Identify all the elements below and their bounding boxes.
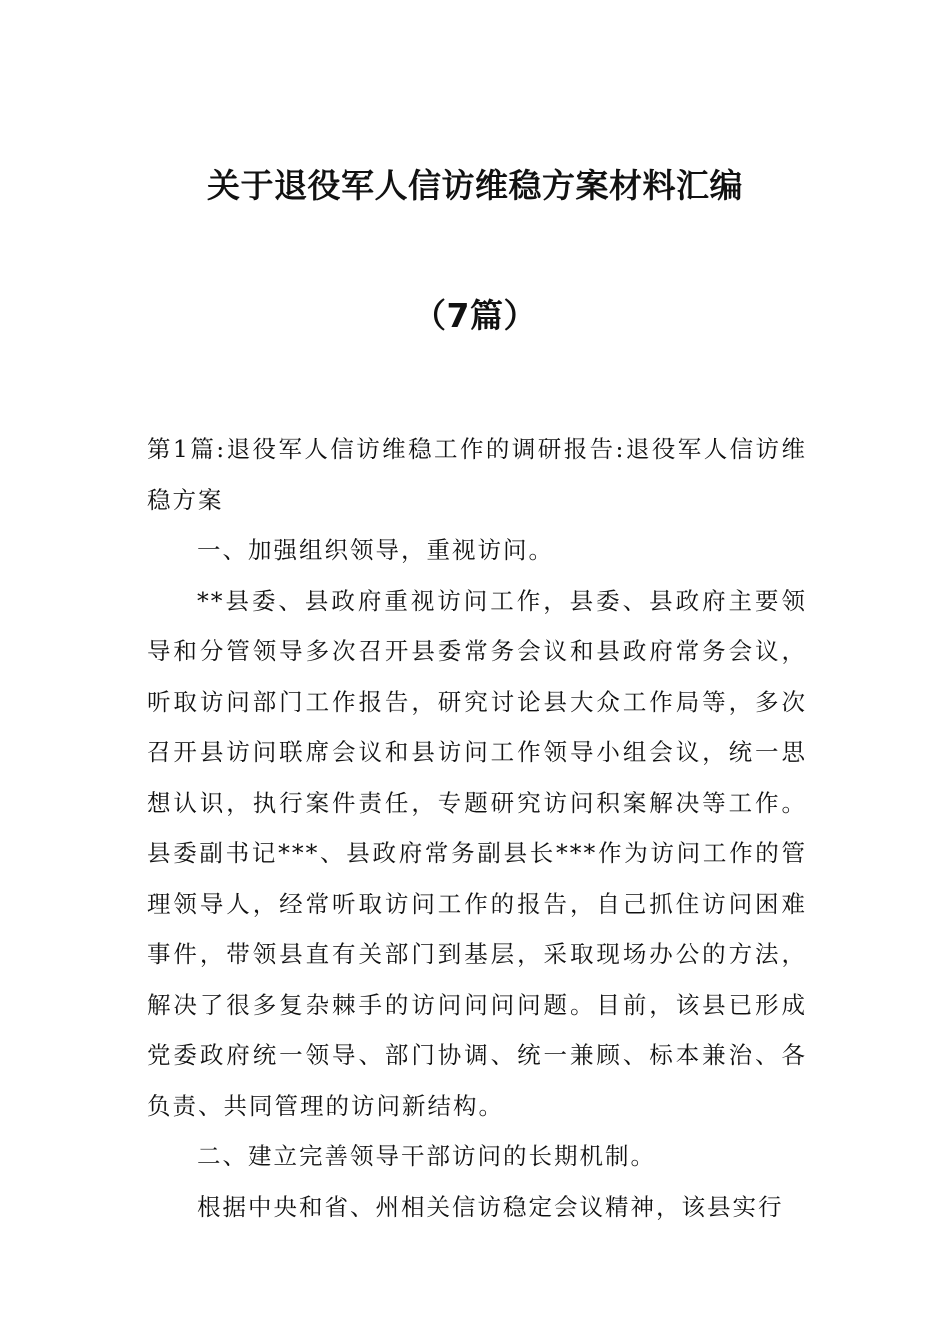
document-subtitle: （7篇） (413, 296, 537, 335)
paragraph-body: **县委、县政府重视访问工作，县委、县政府主要领导和分管领导多次召开县委常务会议和县政府常务会议，听取访问部门工作报告，研究讨论县大众工作局等，多次召开县访问联席会议和县访问工作领导小组会议，统一思想认识，执行案件责任，专题研究访问积案解决等工作。县委副书记***、县政府常务副县长***作为访问工作的管理领导人，经常听取访问工作的报告，自己抓住访问困难事件，带领县直有关部门到基层，采取现场办公的方法，解决了很多复杂棘手的访问问问问题。目前，该县已形成党委政府统一领导、部门协调、统一兼顾、标本兼治、各负责、共同管理的访问新结构。 (147, 586, 807, 1120)
document-body (147, 424, 807, 1232)
paragraph-body: 根据中央和省、州相关信访稳定会议精神，该县实行 (197, 1192, 784, 1221)
document-title: 关于退役军人信访维稳方案材料汇编 (207, 166, 743, 205)
paragraph-chapter-heading: 第1篇:退役军人信访维稳工作的调研报告:退役军人信访维稳方案 (147, 435, 807, 514)
paragraph-section-heading: 二、建立完善领导干部访问的长期机制。 (197, 1142, 656, 1170)
paragraph-section-heading: 一、加强组织领导，重视访问。 (197, 536, 554, 564)
